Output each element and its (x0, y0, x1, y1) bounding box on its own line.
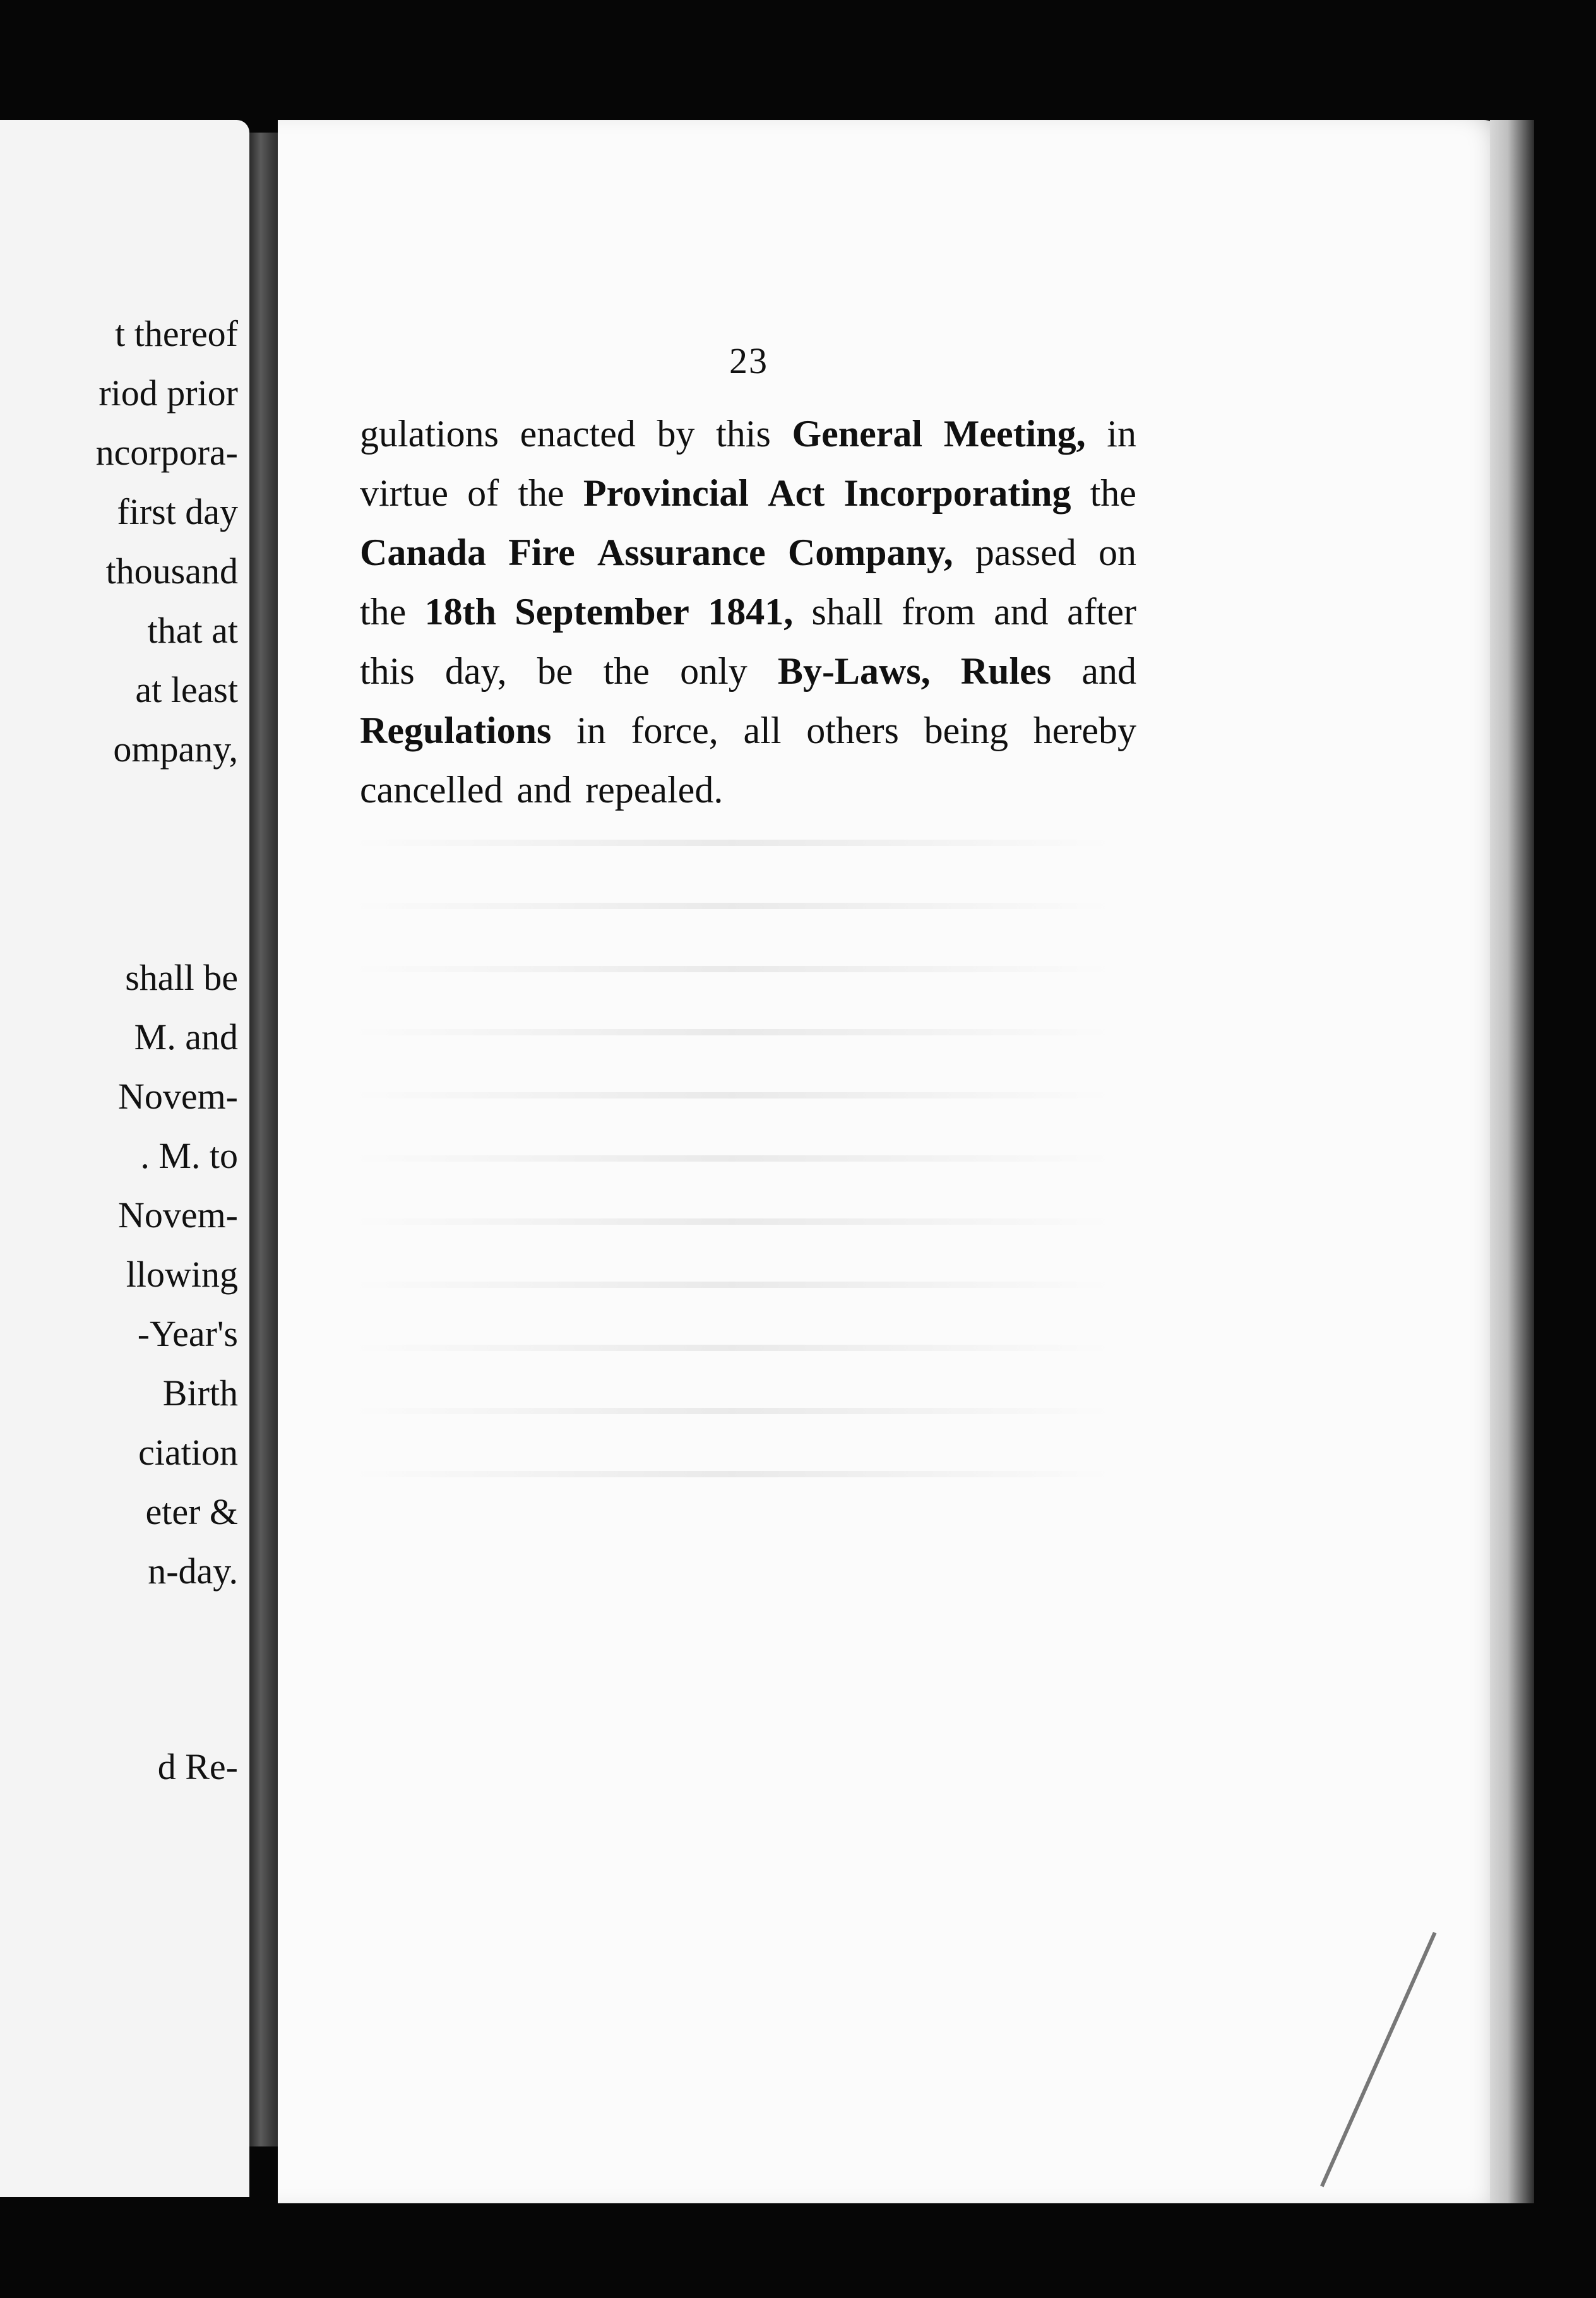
word: of (467, 472, 499, 514)
word: General (792, 413, 923, 455)
word: Incorporating (843, 472, 1071, 514)
left-page (0, 120, 249, 2197)
text-line (360, 582, 1136, 641)
left-text-line: ompany, (113, 729, 238, 770)
left-text-line: ncorpora- (95, 432, 238, 473)
show-through (354, 1029, 1111, 1035)
word: and (1081, 650, 1136, 692)
word: from (902, 591, 975, 633)
word: and (994, 591, 1049, 633)
left-text-line: that at (147, 610, 238, 651)
left-text-line: d Re- (157, 1746, 238, 1787)
word: repealed. (585, 769, 724, 811)
word: others (806, 710, 899, 751)
word: shall (811, 591, 883, 633)
word: Assurance (597, 532, 766, 573)
word: Regulations (360, 710, 552, 751)
word: the (603, 650, 650, 692)
word: the (1090, 472, 1136, 514)
word: Company, (787, 532, 953, 573)
word: be (537, 650, 573, 692)
left-text-line: at least (135, 669, 238, 710)
page-edge-shadow (1490, 120, 1534, 2203)
word: only (680, 650, 747, 692)
show-through (354, 840, 1111, 846)
word: September (515, 591, 689, 633)
word: all (743, 710, 782, 751)
left-text-line: n-day. (148, 1551, 238, 1592)
show-through (354, 903, 1111, 909)
word: hereby (1033, 710, 1136, 751)
word: Canada (360, 532, 487, 573)
word: Act (768, 472, 825, 514)
left-text-line: shall be (125, 957, 238, 998)
left-text-line: M. and (134, 1016, 238, 1057)
left-text-line: -Year's (137, 1313, 238, 1354)
text-line (360, 641, 1136, 701)
word: in (576, 710, 606, 751)
show-through (354, 1471, 1111, 1477)
word: gulations (360, 413, 499, 455)
word: By-Laws, (777, 650, 931, 692)
show-through (354, 1408, 1111, 1414)
word: Rules (960, 650, 1052, 692)
word: being (924, 710, 1008, 751)
left-text-line: riod prior (98, 372, 238, 414)
left-text-line: thousand (105, 551, 238, 592)
word: the (518, 472, 564, 514)
word: this (360, 650, 415, 692)
word: 18th (424, 591, 496, 633)
word: after (1067, 591, 1136, 633)
page-number: 23 (729, 340, 768, 381)
show-through (354, 1155, 1111, 1162)
word: virtue (360, 472, 448, 514)
word: and (516, 769, 572, 811)
word: on (1098, 532, 1136, 573)
word: in (1107, 413, 1136, 455)
text-line (360, 404, 1136, 463)
word: force, (631, 710, 718, 751)
text-line (360, 463, 1136, 523)
word: Meeting, (943, 413, 1086, 455)
word: Provincial (583, 472, 749, 514)
left-text-line: t thereof (115, 313, 238, 354)
show-through (354, 1345, 1111, 1351)
word: 1841, (708, 591, 794, 633)
left-text-line: Novem- (117, 1194, 238, 1235)
word: Fire (508, 532, 575, 573)
show-through (354, 1092, 1111, 1098)
word: passed (975, 532, 1076, 573)
text-line (360, 760, 1136, 819)
left-page-text (0, 120, 238, 2197)
left-text-line: llowing (126, 1254, 238, 1295)
word: day, (444, 650, 507, 692)
left-text-line: eter & (145, 1491, 238, 1532)
word: this (716, 413, 771, 455)
word: by (657, 413, 695, 455)
text-line (360, 701, 1136, 760)
word: enacted (520, 413, 636, 455)
left-text-line: . M. to (140, 1135, 238, 1176)
left-text-line: Novem- (117, 1076, 238, 1117)
left-text-line: Birth (162, 1372, 238, 1414)
word: cancelled (360, 769, 503, 811)
show-through (354, 966, 1111, 972)
word: the (360, 591, 407, 633)
left-text-line: ciation (138, 1432, 238, 1473)
left-text-line: first day (117, 491, 238, 532)
show-through (354, 1218, 1111, 1225)
text-line (360, 523, 1136, 582)
page-body-text (360, 404, 1136, 819)
show-through (354, 1282, 1111, 1288)
